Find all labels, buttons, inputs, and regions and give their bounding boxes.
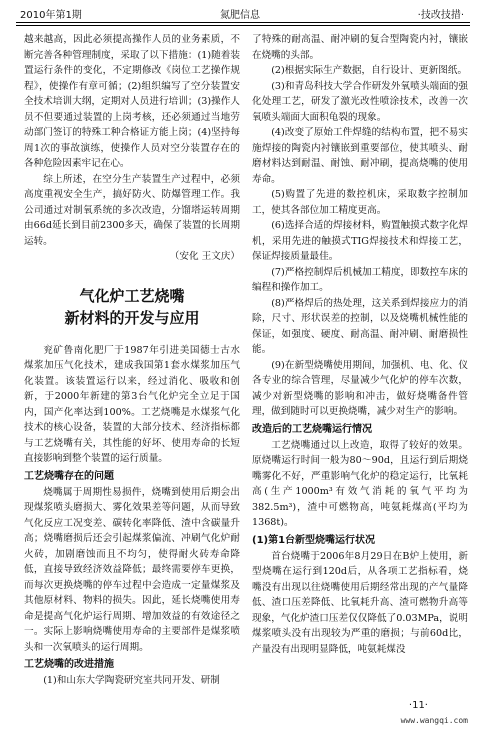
journal-name: 氮肥信息 <box>220 10 260 21</box>
paragraph: 了特殊的耐高温、耐冲刷的复合型陶瓷内衬，镶嵌在烧嘴的头部。 <box>252 34 468 61</box>
article-title <box>24 285 240 329</box>
paragraph: 工艺烧嘴通过以上改造，取得了较好的效果。原烧嘴运行时间一般为80～90d，且运行到后期烧嘴雾化不好，严重影响气化炉的稳定运行，比氧耗高(生产1000m³有效气消耗的氧气平均为382.5m³)，渣中可燃物高，吨氨耗煤高(平均为1368t)。 <box>252 439 468 528</box>
paragraph: (4)改变了原始工件焊缝的结构布置，把不易实施焊接的陶瓷内衬镶嵌到重要部位，使其喷头、耐磨材料达到耐温、耐蚀、耐冲刷，提高烧嘴的使用寿命。 <box>252 127 468 185</box>
paragraph: 综上所述，在空分生产装置生产过程中，必须高度重视安全生产，搞好防火、防爆管理工作。我公司通过对制氧系统的多次改造，分馏塔运转周期由66d延长到目前2300多天，确保了装置的长周期运转。 <box>24 173 240 247</box>
header-rule <box>16 22 470 23</box>
section-heading: 工艺烧嘴存在的问题 <box>24 470 114 482</box>
paragraph: 首台烧嘴于2006年8月29日在B炉上使用，新型烧嘴在运行到120d后，从各项工艺指标看，烧嘴没有出现以往烧嘴使用后期经常出现的产气量降低、渣口压差降低、比氧耗升高、渣可燃物升高等现象，气化炉渣口压差仅仅降低了0.03MPa，说明煤浆喷头没有出现较为严重的磨损；与前60d比，产量没有出现明显降低，吨氨耗煤没 <box>252 550 468 655</box>
section-heading: 工艺烧嘴的改进措施 <box>24 659 114 670</box>
section-heading: 改造后的工艺烧嘴运行情况 <box>252 423 372 435</box>
author-signature: （安化 王文庆） <box>169 251 240 262</box>
issue-label: 2010年第1期 <box>20 10 82 21</box>
paragraph: (7)严格控制焊后机械加工精度，即数控车床的编程和操作加工。 <box>252 266 468 293</box>
paragraph: (5)购置了先进的数控机床，采取数字控制加工，使其各部位加工精度更高。 <box>252 189 468 216</box>
paragraph: (1)和山东大学陶瓷研究室共同开发、研制 <box>43 675 220 686</box>
paragraph: (2)根据实际生产数据，自行设计、更新图纸。 <box>271 65 468 76</box>
paragraph: 兖矿鲁南化肥厂于1987年引进美国德士古水煤浆加压气化技术，建成我国第1套水煤浆加压气化装置。该装置运行以来，经过消化、吸收和创新，于2000年新建的第3台气化炉完全立足于国内，国产化率达到100%。工艺烧嘴是水煤浆气化技术的核心设备，装置的大部分技术、经济指标都与工艺烧嘴有关，其性能的好坏、使用寿命的长短直接影响到整个装置的运行质量。 <box>24 344 240 464</box>
paragraph: (9)在新型烧嘴使用期间，加强机、电、化、仪各专业的综合管理，尽量减少气化炉的停车次数，减少对新型烧嘴的影响和冲击，做好烧嘴备件管理，做到随时可以更换烧嘴，减少对生产的影响。 <box>252 359 468 417</box>
left-column <box>24 32 240 689</box>
watermark-url: www.wangqi.com <box>400 716 468 725</box>
article-title-line1: 气化炉工艺烧嘴 <box>79 286 185 305</box>
paragraph: 烧嘴属于周期性易损件，烧嘴到使用后期会出现煤浆喷头磨损大、雾化效果差等问题，从而导致气化反应工况变差、碳转化率降低、渣中含碳量升高；烧嘴磨损后还会引起煤浆偏流、冲刷气化炉耐火砖，加剧磨蚀而且不均匀，使得耐火砖寿命降低，直接导致经济效益降低；最终需要停车更换，而每次更换烧嘴的停车过程中会造成一定量煤浆及其他原材料、物料的损失。因此，延长烧嘴使用寿命是提高气化炉运行周期、增加效益的有效途径之一。实际上影响烧嘴使用寿命的主要部件是煤浆喷头和一次氧喷头的运行周期。 <box>24 486 240 653</box>
paragraph: 越来越高，因此必须提高操作人员的业务素质，不断完善各种管理制度，采取了以下措施：(1)随着装置运行条件的变化，不定期修改《岗位工艺操作规程》，使操作有章可循；(2)组织编写了空分装置安全技术培训大纲，定期对人员进行培训；(3)操作人员不但要通过装置的上岗考核，还必须通过当地劳动部门签订的特殊工种合格证方能上岗；(4)坚持每周1次的事故演练，使操作人员对空分装置存在的各种危险因素牢记在心。 <box>24 34 240 169</box>
paragraph: (6)选择合适的焊接材料，购置触摸式数字化焊机，采用先进的触摸式TIG焊接技术和焊接工艺，保证焊接质量最佳。 <box>252 220 468 262</box>
article-title-line2: 新材料的开发与应用 <box>64 308 200 327</box>
right-column <box>252 32 468 657</box>
page-header <box>0 0 486 24</box>
section-label: ·技改技措· <box>417 10 464 21</box>
paragraph: (8)严格焊后的热处理，这关系到焊接应力的消除，尺寸、形状误差的控制，以及烧嘴机械性能的保证，如强度、硬度、耐高温、耐冲刷、耐磨损性能。 <box>252 297 468 355</box>
header-rule-thin <box>16 25 470 26</box>
paragraph: (3)和青岛科技大学合作研发外氧喷头端面的强化处理工艺，研发了激光改性喷涂技术，改善一次氧喷头端面大面积龟裂的现象。 <box>252 80 468 123</box>
subsection-heading: (1)第1台新型烧嘴运行状况 <box>252 534 376 546</box>
page-number: ·11· <box>408 700 428 711</box>
